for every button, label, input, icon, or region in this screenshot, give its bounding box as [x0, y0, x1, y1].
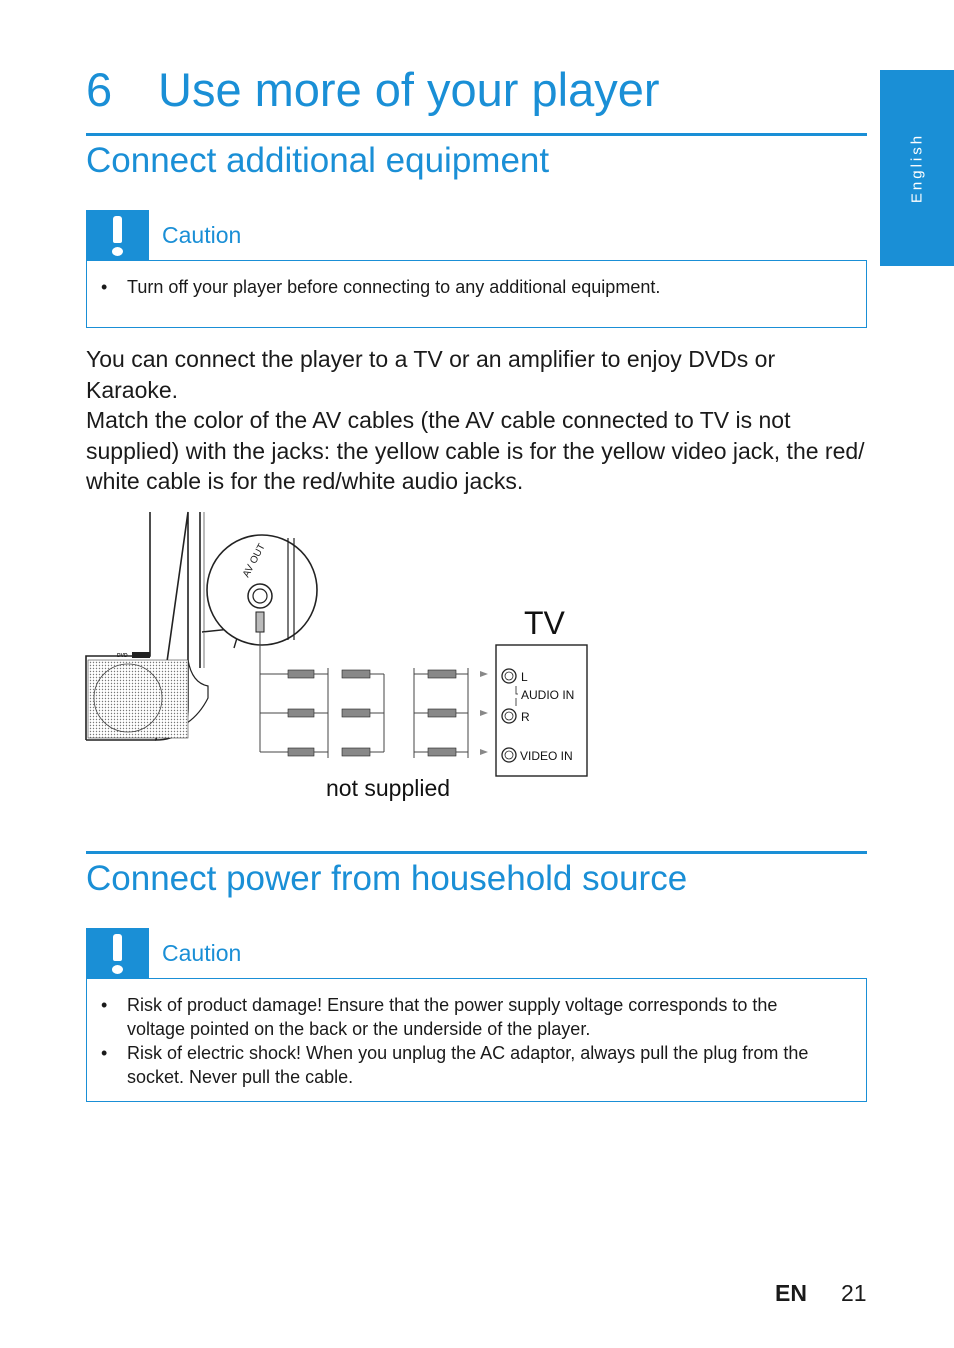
caution-label: Caution	[162, 222, 242, 248]
section-rule	[86, 133, 867, 136]
language-tab	[880, 70, 954, 266]
caution-icon	[86, 210, 149, 260]
player-illustration	[86, 512, 208, 740]
tv-input-panel	[496, 605, 587, 776]
caution-icon	[86, 928, 149, 978]
av-cable-plugs	[288, 668, 488, 758]
caution-item: • Risk of product damage! Ensure that the power supply voltage corresponds to the voltage pointed on the back or the underside of the player.	[87, 993, 836, 1041]
caution-box	[86, 978, 867, 1102]
not-supplied-label: not supplied	[326, 775, 451, 801]
connection-diagram	[80, 508, 600, 808]
player-logo: DVD	[117, 653, 128, 659]
section-title-connect-power: Connect power from household source	[86, 859, 688, 898]
caution-label: Caution	[162, 940, 242, 966]
chapter-heading	[86, 62, 660, 117]
chapter-number: 6	[86, 63, 113, 116]
language-tab-label: English	[908, 132, 926, 204]
body-paragraph: You can connect the player to a TV or an amplifier to enjoy DVDs or Karaoke.	[86, 346, 776, 403]
jack-r-label: R	[521, 710, 530, 724]
caution-box	[86, 260, 867, 328]
av-out-label: AV OUT	[240, 542, 268, 580]
jack-audio-in-label: AUDIO IN	[521, 688, 575, 702]
jack-video-in-label: VIDEO IN	[520, 749, 573, 763]
jack-l-label: L	[521, 670, 528, 684]
footer-language: EN	[775, 1280, 807, 1306]
tv-label: TV	[524, 605, 565, 641]
caution-item: • Risk of electric shock! When you unplug the AC adaptor, always pull the plug from the socket. Never pull the cable.	[87, 1041, 836, 1089]
caution-item: • Turn off your player before connecting to any additional equipment.	[87, 275, 866, 299]
section-title-connect-equipment: Connect additional equipment	[86, 141, 550, 180]
body-paragraph: Match the color of the AV cables (the AV cable connected to TV is not supplied) with the jacks: the yellow cable is for the yellow video jack, the red/ white cable is for the red/white audio jacks.	[86, 407, 865, 494]
page-number: 21	[841, 1280, 867, 1306]
chapter-title: Use more of your player	[158, 63, 660, 116]
av-out-zoom	[202, 535, 317, 648]
section-rule	[86, 851, 867, 854]
